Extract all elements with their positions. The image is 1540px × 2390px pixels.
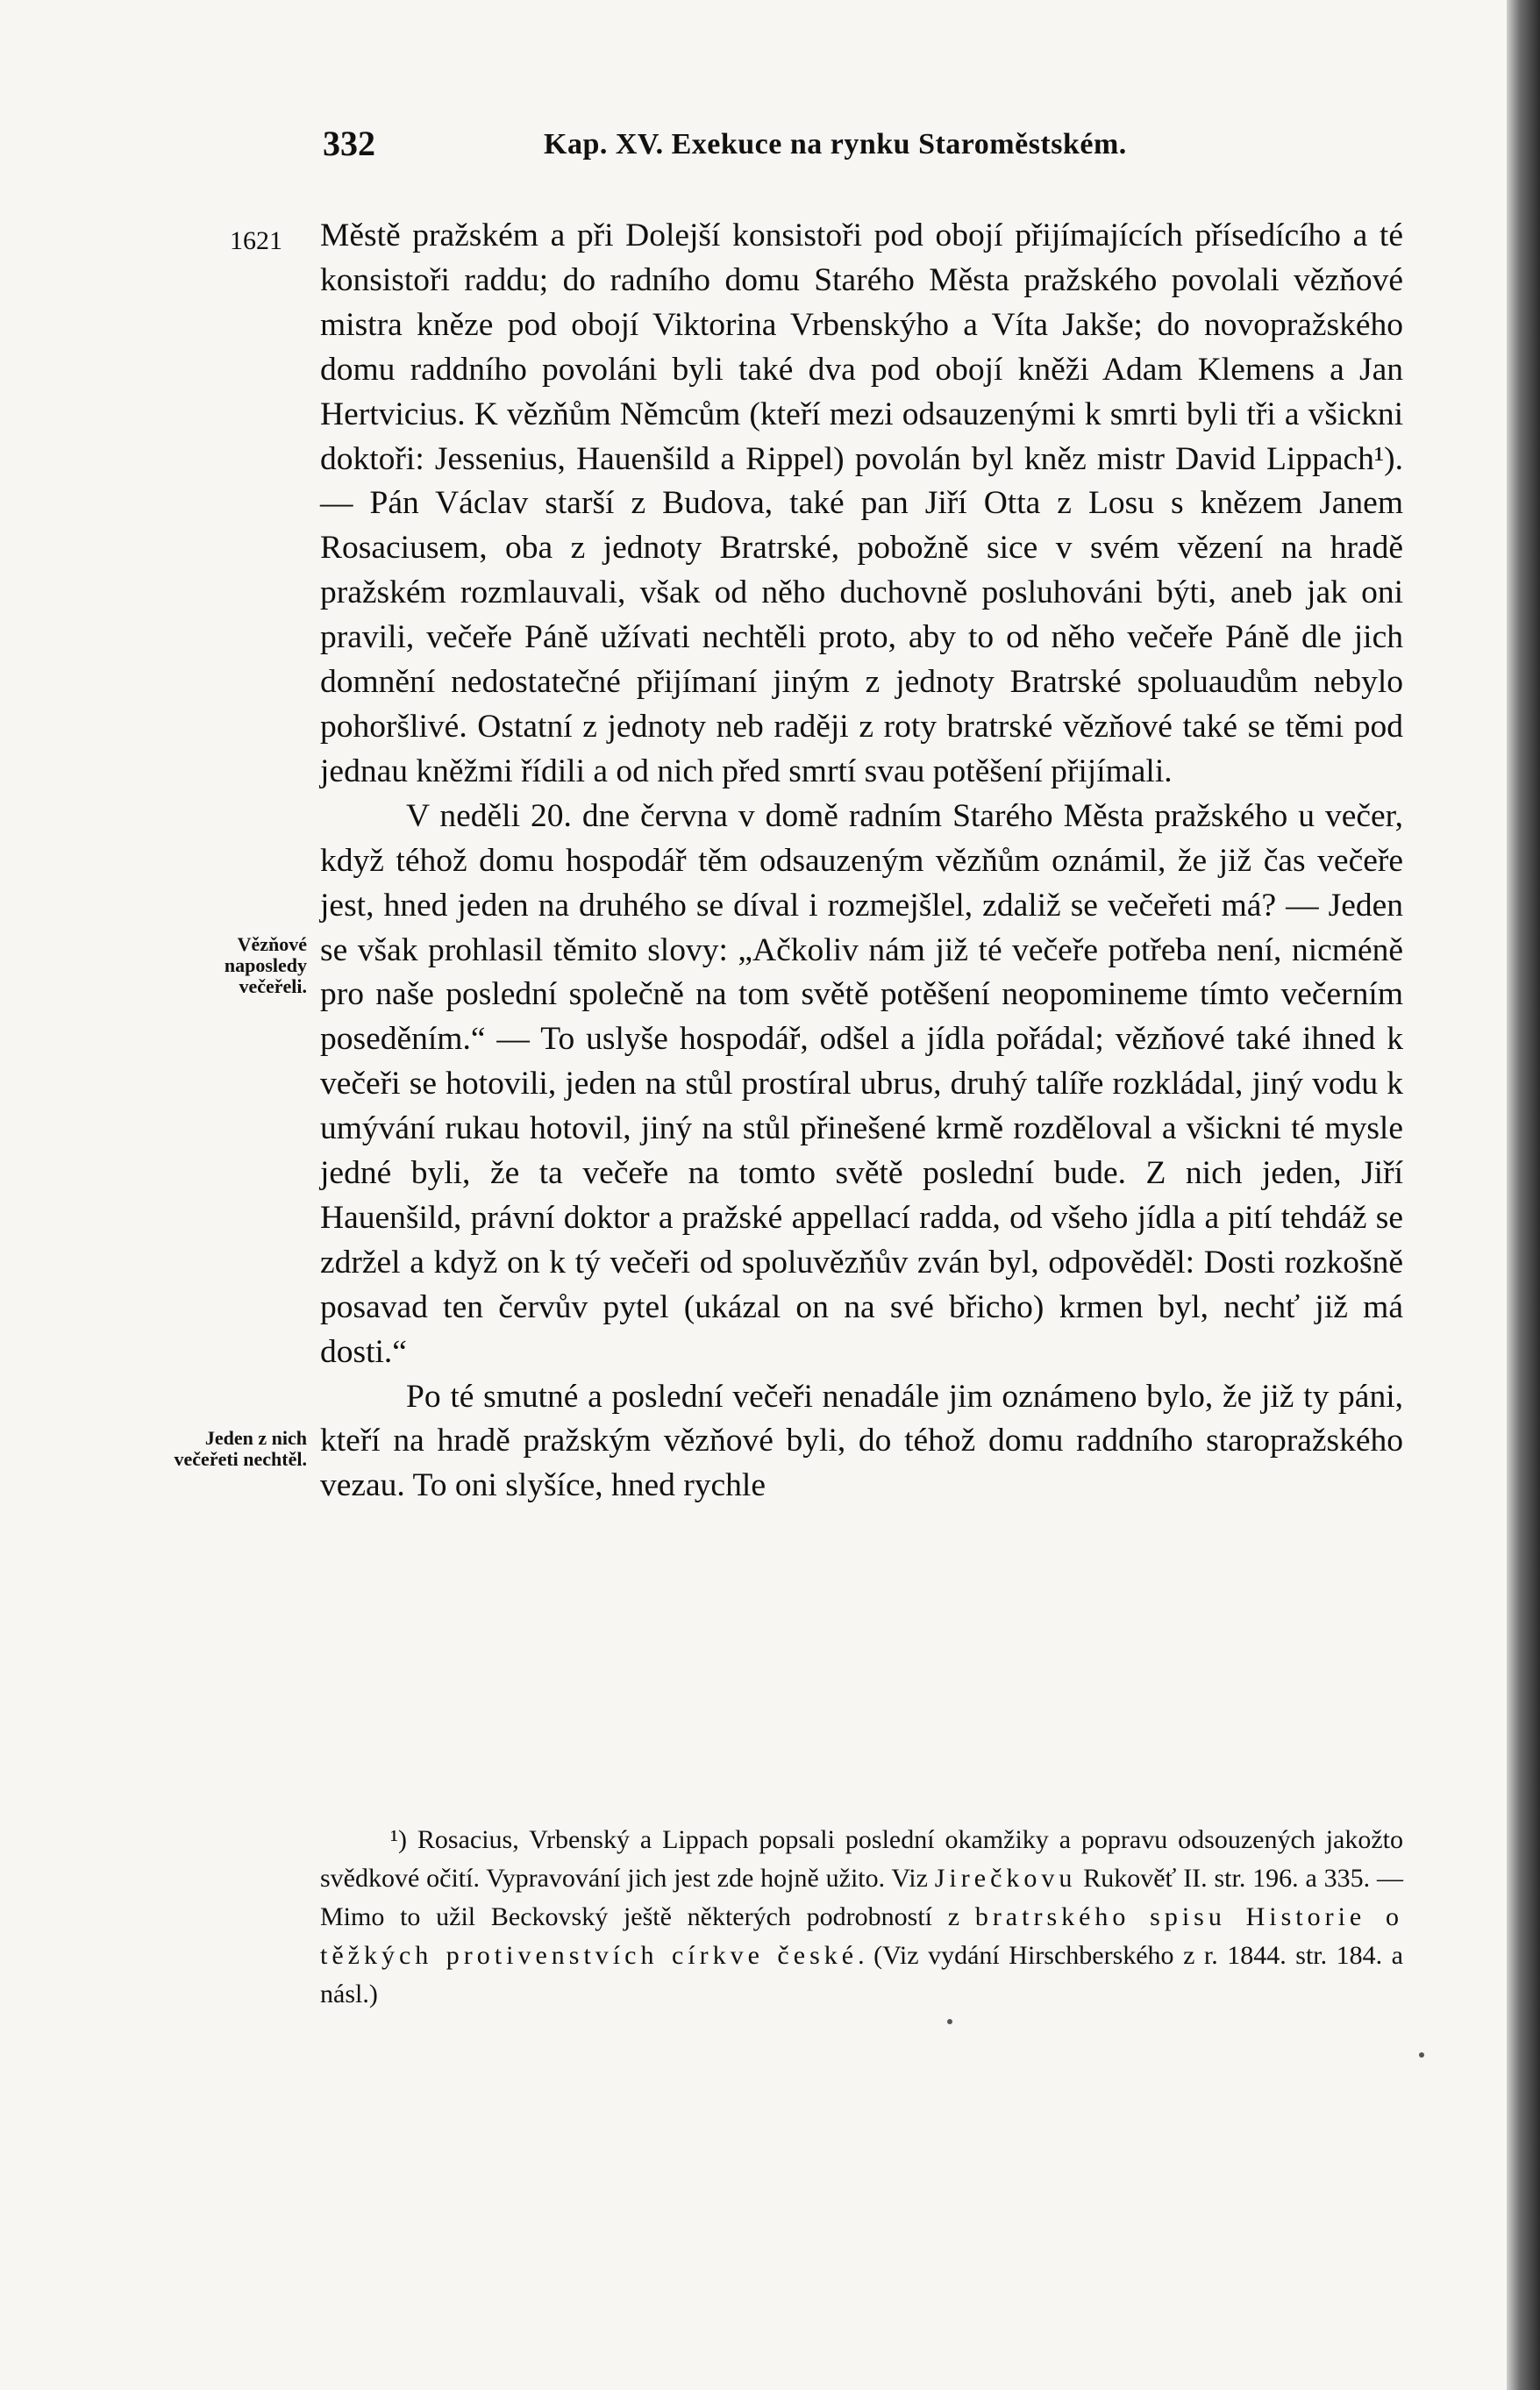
margin-year: 1621 <box>230 226 282 255</box>
page-number: 332 <box>323 124 375 163</box>
scan-edge-shadow <box>1507 0 1540 2390</box>
paragraph: Po té smutné a poslední večeři nenadále jim oznámeno bylo, že již ty páni, kteří na hradě pražským vězňové byli, do téhož domu raddního staropražského vezau. To oni slyšíce, hned rychle <box>320 1378 1403 1504</box>
body-text <box>320 214 1403 1509</box>
page-header <box>0 123 1507 175</box>
running-title: Kap. XV. Exekuce na rynku Staroměstském. <box>544 128 1127 161</box>
print-speck <box>1419 2052 1424 2058</box>
margin-note-last-supper: Vězňové naposledy večeřeli. <box>224 933 307 997</box>
footnote-ref-name: Jirečkovu <box>934 1864 1077 1893</box>
paragraph: V neděli 20. dne června v domě radním Starého Města pražského u večer, když téhož domu hospodář těm odsauzeným vězňům oznámil, že již čas večeře jest, hned jeden na druhého se díval i rozmejšlel, zdaliž se večeřeti má? — Jeden se však prohlasil těmito slovy: „Ačkoliv nám již té večeře potřeba není, nicméně pro naše poslední společně na tom světě potěšení neopomineme tímto večerním poseděním.“ — To uslyše hospodář, odšel a jídla pořádal; vězňové také ihned k večeři se hotovili, jeden na stůl prostíral ubrus, druhý talíře rozkládal, jiný vodu k umývání rukau hotovil, jiný na stůl přinešené krmě rozděloval a všickni té mysle jedné byli, že ta večeře na tomto světě poslední bude. Z nich jeden, Jiří Hauenšild, právní doktor a pražské appellací radda, od všeho jídla a pití tehdáž se zdržel a když on k tý večeři od spoluvězňův zván byl, odpověděl: Dosti rozkošně posavad ten červův pytel (ukázal on na své břicho) krmen byl, nechť již má dosti.“ <box>320 797 1403 1370</box>
print-speck <box>947 2019 952 2024</box>
paragraph: Městě pražském a při Dolejší konsistoři pod obojí přijímajících přísedícího a té konsistoři raddu; do radního domu Starého Města pražského povolali vězňové mistra kněze pod obojí Viktorina Vrbenskýho a Víta Jakše; do novopražského domu raddního povoláni byli také dva pod obojí kněži Adam Klemens a Jan Hertvicius. K vězňům Němcům (kteří mezi odsauzenými k smrti byli tři a všickni doktoři: Jessenius, Hauenšild a Rippel) povolán byl kněz mistr David Lippach¹). — Pán Václav starší z Budova, také pan Jiří Otta z Losu s knězem Janem Rosaciusem, oba z jednoty Bratrské, pobožně sice v svém vězení na hradě pražském rozmlauvali, však od něho duchovně posluhováni býti, aneb jak oni pravili, večeře Páně užívati nechtěli proto, aby to od něho večeře Páně dle jich domnění nedostatečné přijímaní jiným z jednoty Bratrské spoluaudům nebylo pohoršlivé. Ostatní z jednoty neb raději z roty bratrské vězňové také se těmi pod jednau kněžmi řídili a od nich před smrtí svau potěšení přijímali. <box>320 218 1403 789</box>
footnote <box>320 1821 1403 2014</box>
footnote-text: ¹) Rosacius, Vrbenský a Lippach popsali poslední okamžiky a popravu odsouzených jakožto svědkové očití. Vypravování jich jest zde hojně užito. Viz Jirečkovu Rukověť II. str. 196. a 335. — Mimo to užil Beckovský ještě některých podrobností z bratrského spisu Historie o těžkých protivenstvích církve české. (Viz vydání Hirschberského z r. 1844. str. 184. a násl.) <box>320 1825 1403 2008</box>
footnote-ref-title: bratrského spisu Historie o těžkých protivenstvích církve české <box>320 1902 1403 1970</box>
footnote-marker: ¹) <box>390 1825 407 1854</box>
margin-note-refused-supper: Jeden z nich večeřeti nechtěl. <box>174 1427 307 1470</box>
